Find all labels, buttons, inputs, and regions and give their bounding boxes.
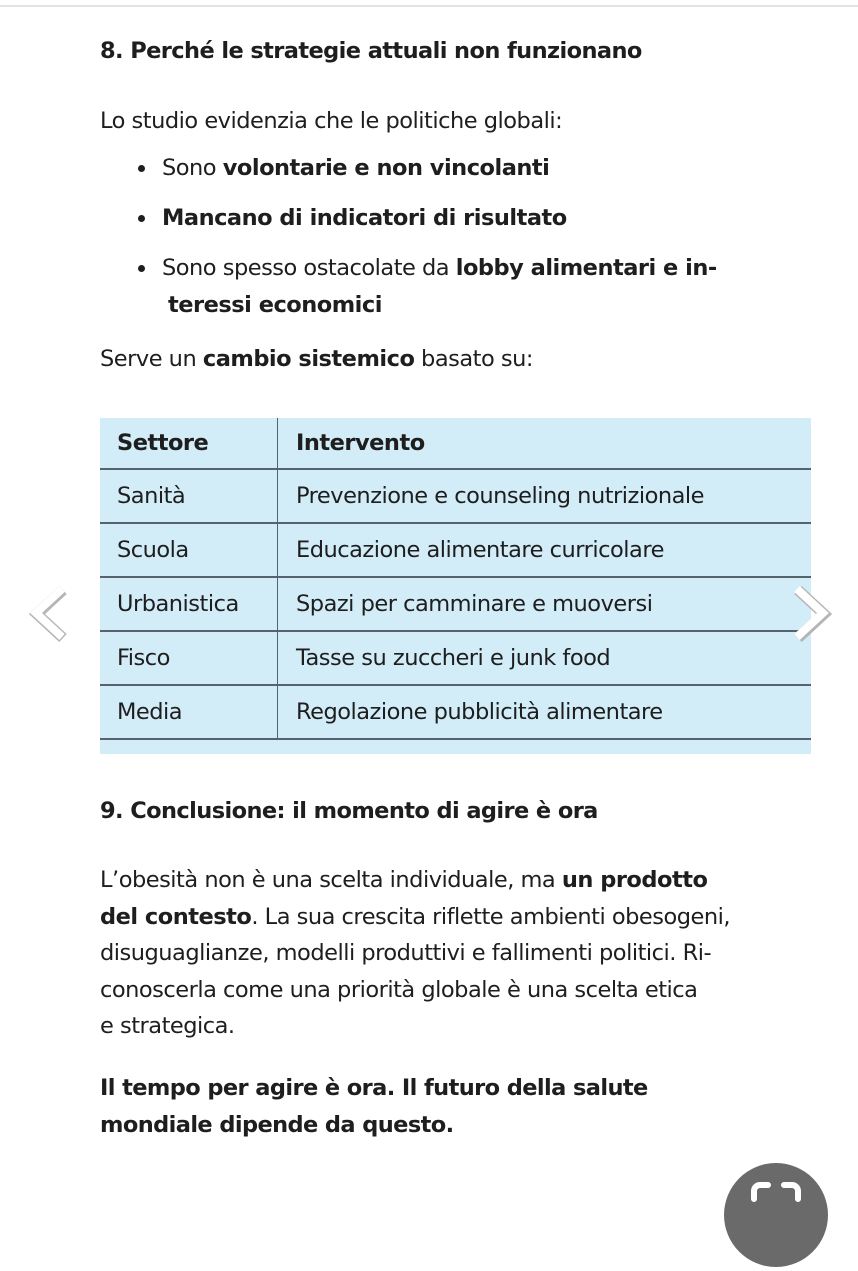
bullet-dot-icon (138, 265, 145, 272)
expand-icon (724, 1163, 828, 1267)
section-8-intro: Lo studio evidenzia che le politiche globali: (100, 108, 563, 134)
table-row (100, 469, 811, 523)
section-8-lead: Serve un cambio sistemico basato su: (100, 346, 533, 372)
cell-settore: Urbanistica (100, 577, 278, 631)
table-header-row (100, 418, 811, 469)
chevron-right-icon (789, 583, 833, 643)
table-row (100, 685, 811, 739)
expand-fab-button[interactable] (724, 1163, 828, 1267)
bullet-item: Sono spesso ostacolate da lobby alimentari e in- teressi economici (138, 250, 818, 324)
section-8-heading: 8. Perché le strategie attuali non funzionano (100, 38, 642, 64)
table-row (100, 631, 811, 685)
bullet-item: Sono volontarie e non vincolanti (138, 150, 818, 187)
previous-page-button[interactable] (26, 583, 70, 643)
cell-settore: Scuola (100, 523, 278, 577)
cell-settore: Fisco (100, 631, 278, 685)
cell-settore: Media (100, 685, 278, 739)
table-row (100, 523, 811, 577)
intervention-table (100, 418, 811, 754)
bullet-item: Mancano di indicatori di risultato (138, 200, 818, 237)
conclusion-paragraph: L’obesità non è una scelta individuale, ma un prodotto del contesto. La sua crescita riflette ambienti obesogeni, disuguaglianze, modelli produttivi e fallimenti politici. Ri- conoscerla come una priorità globale è una scelta etica e strategica. (100, 867, 731, 1039)
top-divider (0, 5, 858, 7)
cell-intervento: Educazione alimentare curricolare (278, 523, 812, 577)
closing-statement: Il tempo per agire è ora. Il futuro della salute mondiale dipende da questo. (100, 1075, 648, 1138)
bullet-dot-icon (138, 215, 145, 222)
cell-intervento: Spazi per camminare e muoversi (278, 577, 812, 631)
chevron-left-icon (26, 583, 70, 643)
cell-settore: Sanità (100, 469, 278, 523)
column-header-settore: Settore (100, 418, 278, 469)
bullet-dot-icon (138, 165, 145, 172)
section-9-heading: 9. Conclusione: il momento di agire è ora (100, 798, 598, 824)
strategy-bullet-list (138, 150, 818, 337)
column-header-intervento: Intervento (278, 418, 812, 469)
next-page-button[interactable] (789, 583, 833, 643)
cell-intervento: Tasse su zuccheri e junk food (278, 631, 812, 685)
cell-intervento: Prevenzione e counseling nutrizionale (278, 469, 812, 523)
table-row (100, 577, 811, 631)
cell-intervento: Regolazione pubblicità alimentare (278, 685, 812, 739)
